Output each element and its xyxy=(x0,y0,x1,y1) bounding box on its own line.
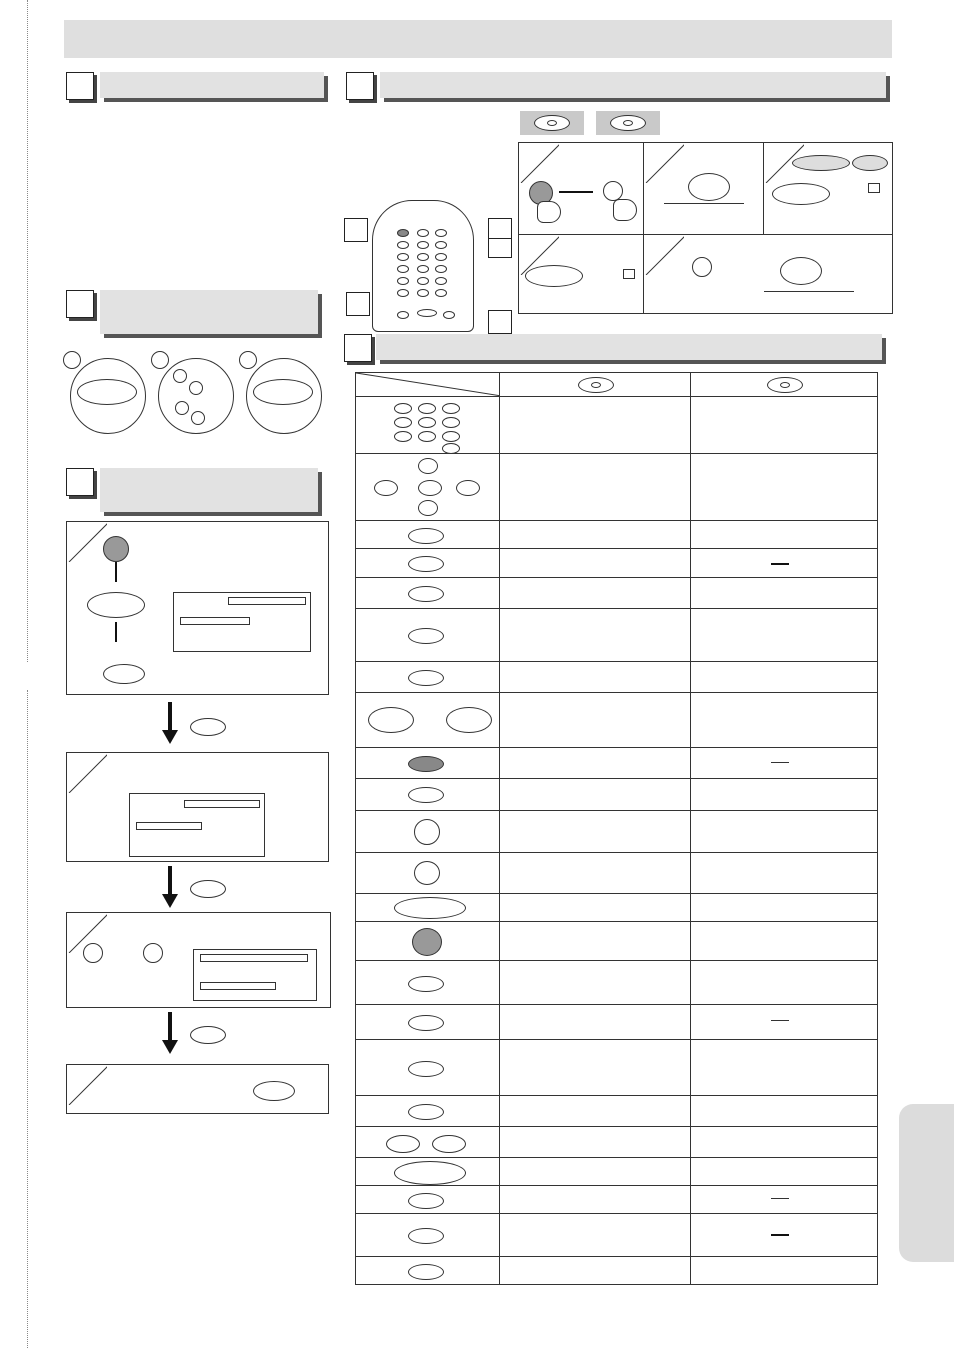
num-key xyxy=(418,403,436,414)
table-cell xyxy=(690,1127,877,1158)
remote-key xyxy=(435,289,447,297)
flow-arrow-head xyxy=(162,730,178,744)
table-row xyxy=(356,922,878,961)
remote-key xyxy=(397,241,409,249)
battery-step-2 xyxy=(158,358,234,434)
num-key xyxy=(394,417,412,428)
button-cell xyxy=(356,1186,500,1214)
remote-key xyxy=(435,253,447,261)
disc-icon xyxy=(578,377,614,393)
button-cell xyxy=(356,662,500,693)
table-row xyxy=(356,779,878,811)
ejected-disc xyxy=(780,257,822,285)
remote-button xyxy=(408,756,444,772)
power-button xyxy=(103,536,129,562)
polarity-plus-icon xyxy=(191,411,205,425)
table-cell xyxy=(500,521,690,549)
down-arrow-button xyxy=(418,500,438,516)
table-cell xyxy=(500,922,690,961)
table-row xyxy=(356,1186,878,1214)
remote-key xyxy=(443,311,455,319)
num-key xyxy=(394,431,412,442)
table-row xyxy=(356,1158,878,1186)
remote-key xyxy=(397,229,409,237)
remote-key xyxy=(397,277,409,285)
right-arrow-button xyxy=(456,480,480,496)
stop-button xyxy=(87,592,145,618)
left-arrow-button xyxy=(374,480,398,496)
enter-center-button xyxy=(418,480,442,496)
remote-button xyxy=(408,670,444,686)
enter-button xyxy=(190,880,226,898)
cursor-keys-cell xyxy=(356,454,500,521)
table-cell xyxy=(690,779,877,811)
table-cell xyxy=(690,397,877,454)
table-cell xyxy=(690,922,877,961)
table-cell xyxy=(500,1257,690,1285)
table-cell xyxy=(690,811,877,853)
pause-button xyxy=(414,861,440,885)
margin-dotted-line-top xyxy=(27,0,28,662)
polarity-minus-icon xyxy=(173,369,187,383)
numeric-keypad-cell xyxy=(356,397,500,454)
num-key xyxy=(442,431,460,442)
tv-screen-menu xyxy=(193,949,317,1001)
tv-screen-menu xyxy=(173,592,311,652)
disc-icon xyxy=(534,115,570,131)
button-reference-table xyxy=(355,372,878,1285)
table-cell xyxy=(500,1096,690,1127)
table-cell xyxy=(690,1040,877,1096)
open-close-button xyxy=(414,819,440,845)
button-cell xyxy=(356,1040,500,1096)
remote-key xyxy=(417,253,429,261)
disc-tray-disc xyxy=(688,173,730,201)
margin-dotted-line-bottom xyxy=(27,690,28,1348)
table-cell xyxy=(500,811,690,853)
flow-arrow xyxy=(168,1012,172,1042)
section-b-header xyxy=(380,72,886,98)
side-index-tab xyxy=(899,1104,954,1262)
power-button xyxy=(412,928,442,956)
step-corner xyxy=(644,235,684,275)
table-cell xyxy=(500,1040,690,1096)
menu-selected-bar xyxy=(180,617,250,625)
table-cell xyxy=(500,779,690,811)
step-number-circle xyxy=(151,351,169,369)
table-cell xyxy=(500,549,690,578)
remote-key xyxy=(435,277,447,285)
play-step-1-frame xyxy=(518,142,645,236)
remote-button xyxy=(408,1228,444,1244)
table-row xyxy=(356,454,878,521)
table-cell xyxy=(690,454,877,521)
disc-icon xyxy=(767,377,803,393)
table-cell xyxy=(500,894,690,922)
dash-mark xyxy=(771,1198,789,1199)
play-button xyxy=(772,183,830,205)
table-cell xyxy=(690,578,877,609)
table-cell xyxy=(690,1186,877,1214)
dash-mark xyxy=(771,1234,789,1236)
table-cell xyxy=(500,853,690,894)
table-row xyxy=(356,748,878,779)
table-header-disc-2 xyxy=(690,373,877,397)
return-button xyxy=(408,1015,444,1031)
remote-key xyxy=(435,241,447,249)
step-number-circle xyxy=(63,351,81,369)
hand-icon xyxy=(613,199,637,221)
arrow-line xyxy=(559,191,593,193)
remote-button xyxy=(408,1061,444,1077)
remote-callout-3 xyxy=(488,238,512,258)
remote-key xyxy=(417,289,429,297)
table-cell xyxy=(690,1005,877,1040)
speech-bubble xyxy=(792,155,850,171)
table-cell xyxy=(500,609,690,662)
dash-mark xyxy=(771,563,789,565)
table-cell xyxy=(690,1214,877,1257)
stop-button xyxy=(394,1161,466,1185)
step-corner xyxy=(519,143,559,183)
dash-mark xyxy=(771,762,789,763)
button-cell xyxy=(356,1158,500,1186)
section-a-header xyxy=(100,72,324,98)
section-a-number-box xyxy=(66,72,94,100)
section-b-number-box xyxy=(346,72,374,100)
button-cell xyxy=(356,961,500,1005)
speech-bubble xyxy=(852,155,888,171)
table-cell xyxy=(690,1257,877,1285)
setup-step-1-frame xyxy=(66,521,329,695)
remote-back-cover xyxy=(77,379,137,405)
play-step-2-frame xyxy=(643,142,765,236)
remote-button xyxy=(408,787,444,803)
play-button xyxy=(394,897,466,919)
num-key xyxy=(418,417,436,428)
table-cell xyxy=(500,1127,690,1158)
table-row xyxy=(356,811,878,853)
step-corner xyxy=(67,753,107,793)
setup-button xyxy=(103,664,145,684)
down-arrow-button xyxy=(143,943,163,963)
table-cell xyxy=(690,609,877,662)
battery-step-3 xyxy=(246,358,322,434)
table-header-disc-1 xyxy=(500,373,690,397)
button-cell xyxy=(356,609,500,662)
button-cell xyxy=(356,578,500,609)
menu-selected-bar xyxy=(200,982,276,990)
remote-key xyxy=(417,265,429,273)
table-cell xyxy=(500,693,690,748)
setup-step-3-frame xyxy=(66,912,331,1008)
play-step-3-frame xyxy=(763,142,893,236)
section-e-header xyxy=(376,334,882,360)
table-cell xyxy=(500,397,690,454)
remote-key xyxy=(397,253,409,261)
fast-forward-button xyxy=(446,707,492,733)
play-step-5-frame xyxy=(643,234,893,314)
table-row xyxy=(356,894,878,922)
remote-button xyxy=(408,976,444,992)
button-cell xyxy=(356,894,500,922)
section-d-number-box xyxy=(66,468,94,496)
disc-type-chip-1 xyxy=(520,111,584,135)
search-buttons-cell xyxy=(356,693,500,748)
remote-button xyxy=(408,628,444,644)
remote-key xyxy=(417,309,437,317)
table-cell xyxy=(690,1158,877,1186)
dash-mark xyxy=(771,1020,789,1021)
button-cell xyxy=(356,1214,500,1257)
page-title-bar xyxy=(64,20,892,58)
stop-indicator xyxy=(623,269,635,279)
table-row xyxy=(356,853,878,894)
table-cell xyxy=(690,894,877,922)
section-e-number-box xyxy=(344,334,372,362)
section-c-header xyxy=(100,290,318,334)
table-cell xyxy=(690,521,877,549)
menu-title-bar xyxy=(228,597,306,605)
skip-buttons-cell xyxy=(356,1127,500,1158)
remote-key xyxy=(417,277,429,285)
menu-option-bar xyxy=(200,954,308,962)
table-cell xyxy=(500,748,690,779)
table-cell xyxy=(690,748,877,779)
disc-icon xyxy=(610,115,646,131)
table-row xyxy=(356,397,878,454)
table-row xyxy=(356,1127,878,1158)
menu-title-bar xyxy=(184,800,260,808)
table-cell xyxy=(500,578,690,609)
table-cell xyxy=(690,1096,877,1127)
enter-button xyxy=(190,718,226,736)
tray-line xyxy=(664,203,744,204)
table-row xyxy=(356,1005,878,1040)
menu-selected-bar xyxy=(136,822,202,830)
button-cell xyxy=(356,549,500,578)
enter-button xyxy=(190,1026,226,1044)
table-cell xyxy=(690,662,877,693)
table-row xyxy=(356,1257,878,1285)
button-cell xyxy=(356,779,500,811)
table-row xyxy=(356,662,878,693)
table-row xyxy=(356,1214,878,1257)
rewind-button xyxy=(368,707,414,733)
table-header-row xyxy=(356,373,878,397)
section-d-header xyxy=(100,468,318,512)
num-key xyxy=(442,403,460,414)
stop-button xyxy=(525,265,583,287)
table-row xyxy=(356,1096,878,1127)
table-cell xyxy=(500,454,690,521)
table-cell xyxy=(500,961,690,1005)
setup-step-4-frame xyxy=(66,1064,329,1114)
table-cell xyxy=(690,693,877,748)
button-cell xyxy=(356,748,500,779)
remote-key xyxy=(397,265,409,273)
play-step-4-frame xyxy=(518,234,645,314)
flow-arrow xyxy=(115,622,117,642)
skip-back-button xyxy=(386,1135,420,1153)
button-cell xyxy=(356,811,500,853)
num-key xyxy=(418,431,436,442)
table-row xyxy=(356,693,878,748)
table-cell xyxy=(690,853,877,894)
remote-callout-4 xyxy=(346,292,370,316)
tray-line xyxy=(764,291,854,292)
remote-key xyxy=(397,311,409,319)
button-cell xyxy=(356,1005,500,1040)
remote-button xyxy=(408,1104,444,1120)
table-cell xyxy=(500,1158,690,1186)
up-arrow-button xyxy=(418,458,438,474)
table-cell xyxy=(690,549,877,578)
table-cell xyxy=(500,1214,690,1257)
table-row xyxy=(356,961,878,1005)
flow-arrow-head xyxy=(162,894,178,908)
flow-arrow xyxy=(168,702,172,732)
table-cell xyxy=(690,961,877,1005)
step-number-circle xyxy=(239,351,257,369)
disc-type-chip-2 xyxy=(596,111,660,135)
flow-arrow-head xyxy=(162,1040,178,1054)
table-row xyxy=(356,1040,878,1096)
table-cell xyxy=(500,662,690,693)
polarity-minus-icon xyxy=(175,401,189,415)
step-corner xyxy=(67,522,107,562)
skip-forward-button xyxy=(432,1135,466,1153)
remote-callout-1 xyxy=(344,218,368,242)
remote-key xyxy=(417,241,429,249)
remote-key xyxy=(435,229,447,237)
open-close-button xyxy=(692,257,712,277)
flow-arrow xyxy=(168,866,172,896)
table-cell xyxy=(500,1186,690,1214)
table-row xyxy=(356,578,878,609)
setup-button xyxy=(253,1081,295,1101)
section-c-number-box xyxy=(66,290,94,318)
remote-key xyxy=(397,289,409,297)
battery-step-1 xyxy=(70,358,146,434)
flow-arrow xyxy=(115,562,117,582)
polarity-plus-icon xyxy=(189,381,203,395)
table-cell xyxy=(500,1005,690,1040)
remote-button xyxy=(408,1193,444,1209)
remote-callout-5 xyxy=(488,310,512,334)
tv-screen-menu xyxy=(129,793,265,857)
table-row xyxy=(356,521,878,549)
num-key xyxy=(442,443,460,454)
button-cell xyxy=(356,1096,500,1127)
table-header-corner xyxy=(356,373,500,397)
remote-key xyxy=(435,265,447,273)
hand-icon xyxy=(537,201,561,223)
remote-button xyxy=(408,586,444,602)
up-arrow-button xyxy=(83,943,103,963)
button-cell xyxy=(356,922,500,961)
step-corner xyxy=(644,143,684,183)
remote-back-cover xyxy=(253,379,313,405)
remote-button xyxy=(408,528,444,544)
num-key xyxy=(394,403,412,414)
table-row xyxy=(356,609,878,662)
button-cell xyxy=(356,521,500,549)
setup-step-2-frame xyxy=(66,752,329,862)
step-corner xyxy=(67,1065,107,1105)
button-cell xyxy=(356,1257,500,1285)
remote-button xyxy=(408,1264,444,1280)
remote-button xyxy=(408,556,444,572)
num-key xyxy=(442,417,460,428)
open-close-button xyxy=(603,181,623,201)
table-row xyxy=(356,549,878,578)
button-cell xyxy=(356,853,500,894)
play-indicator xyxy=(868,183,880,193)
remote-control-illustration xyxy=(372,200,474,332)
remote-key xyxy=(417,229,429,237)
